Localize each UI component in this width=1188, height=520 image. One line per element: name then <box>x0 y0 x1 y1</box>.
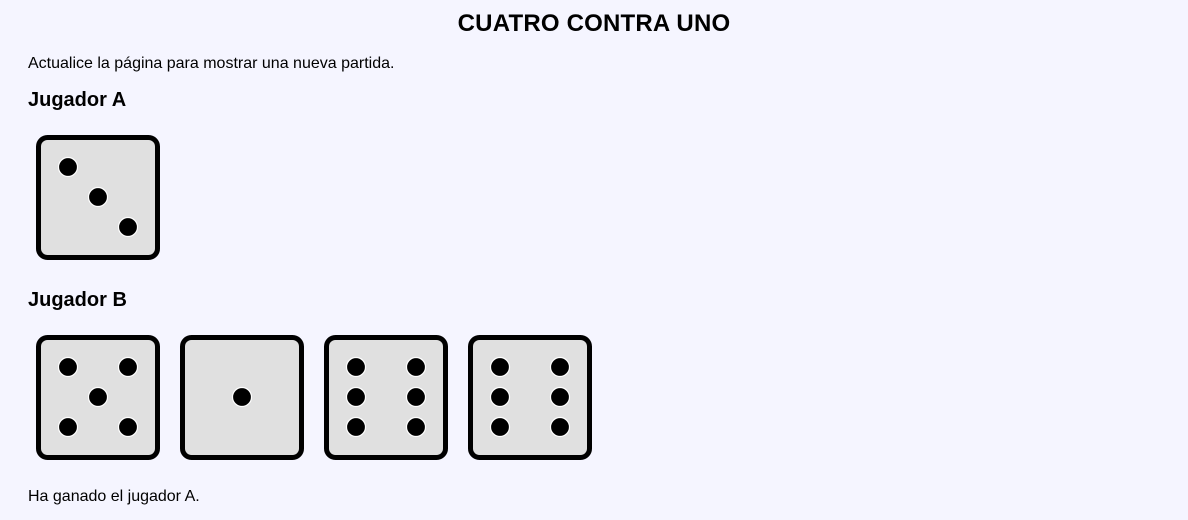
die-3 <box>36 135 160 260</box>
die-pip <box>59 358 78 377</box>
die-pip <box>233 388 252 407</box>
die-pip <box>59 158 78 177</box>
die-face <box>327 338 446 458</box>
die-pip <box>407 418 426 437</box>
die-1 <box>180 335 304 460</box>
die-pip <box>119 358 138 377</box>
die-pip <box>551 388 570 407</box>
player-a-dice <box>36 135 160 260</box>
die-6 <box>468 335 592 460</box>
die-pip <box>491 358 510 377</box>
die-pip <box>407 358 426 377</box>
die-pip <box>491 418 510 437</box>
die-pip <box>407 388 426 407</box>
die-pip <box>59 418 78 437</box>
die-pip <box>347 418 366 437</box>
player-a-heading: Jugador A <box>28 89 127 111</box>
result-text: Ha ganado el jugador A. <box>28 488 200 505</box>
die-pip <box>89 188 108 207</box>
player-b-heading: Jugador B <box>28 289 127 311</box>
die-pip <box>551 358 570 377</box>
die-pip <box>347 388 366 407</box>
die-pip <box>551 418 570 437</box>
die-6 <box>324 335 448 460</box>
die-face <box>471 338 590 458</box>
page-title: CUATRO CONTRA UNO <box>457 10 731 37</box>
instructions-text: Actualice la página para mostrar una nueva partida. <box>28 55 395 72</box>
player-b-dice <box>36 335 592 460</box>
die-pip <box>119 418 138 437</box>
die-pip <box>89 388 108 407</box>
die-pip <box>347 358 366 377</box>
die-pip <box>491 388 510 407</box>
die-5 <box>36 335 160 460</box>
die-pip <box>119 218 138 237</box>
